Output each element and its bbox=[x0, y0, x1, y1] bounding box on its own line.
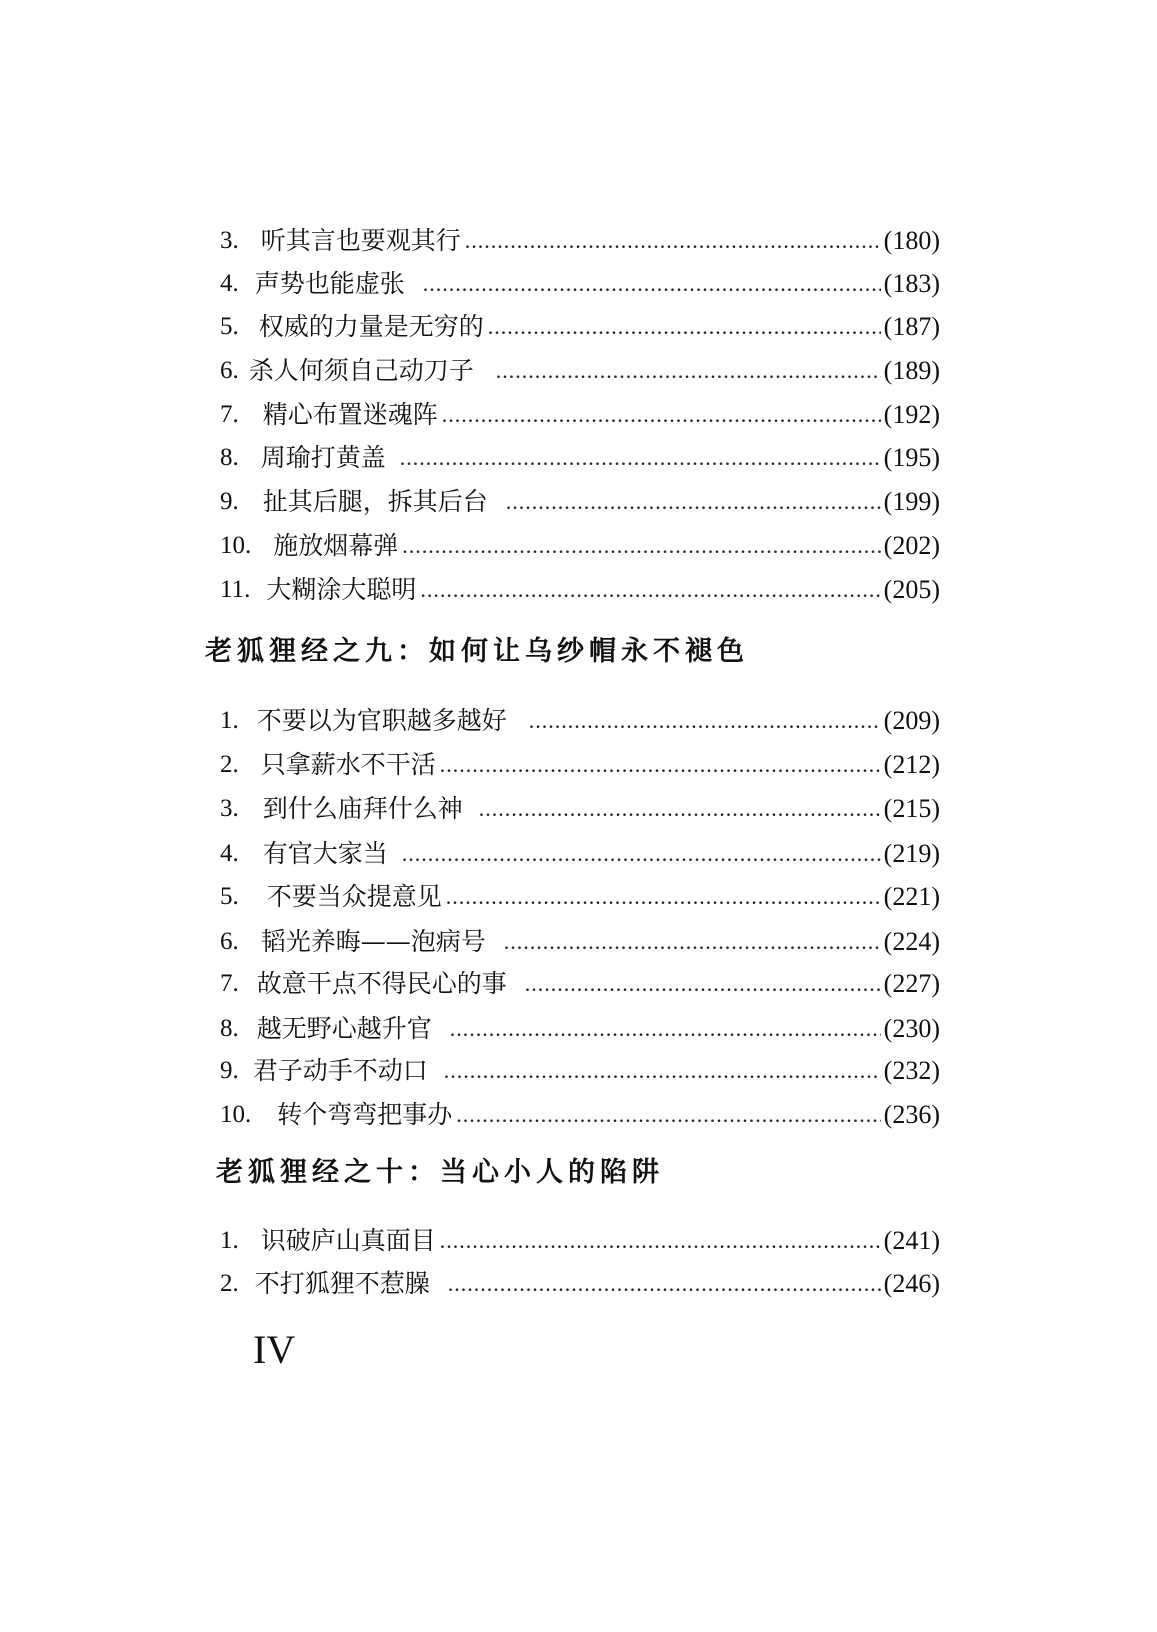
entry-title: 施放烟幕弹 bbox=[273, 531, 399, 560]
dot-leader bbox=[402, 531, 880, 561]
entry-title: 君子动手不动口 bbox=[252, 1056, 428, 1085]
entry-number: 5. bbox=[220, 883, 239, 910]
entry-page: (224) bbox=[883, 927, 940, 956]
entry-number: 7. bbox=[220, 401, 239, 428]
toc-entry bbox=[220, 473, 940, 517]
entry-number: 2. bbox=[220, 751, 239, 778]
dot-leader bbox=[465, 226, 881, 256]
entry-page: (192) bbox=[883, 400, 940, 429]
toc-entry bbox=[220, 342, 940, 386]
dot-leader bbox=[479, 794, 881, 824]
entry-number: 9. bbox=[220, 488, 239, 515]
entry-page: (241) bbox=[883, 1226, 940, 1255]
entry-title: 权威的力量是无穷的 bbox=[258, 312, 484, 341]
toc-entry bbox=[220, 1042, 940, 1086]
entry-page: (195) bbox=[883, 443, 940, 472]
dot-leader bbox=[456, 1100, 880, 1130]
toc-entry bbox=[220, 517, 940, 561]
toc-entry bbox=[220, 429, 940, 473]
dot-leader bbox=[400, 443, 881, 473]
entry-title: 有官大家当 bbox=[262, 839, 388, 868]
entry-title: 只拿薪水不干活 bbox=[260, 750, 436, 779]
page-folio: IV bbox=[253, 1327, 296, 1372]
entry-title: 周瑜打黄盖 bbox=[260, 443, 386, 472]
entry-number: 6. bbox=[220, 928, 239, 955]
entry-number: 1. bbox=[220, 1227, 239, 1254]
toc-entry bbox=[220, 825, 940, 869]
entry-number: 4. bbox=[220, 840, 239, 867]
entry-page: (215) bbox=[883, 794, 940, 823]
entry-page: (219) bbox=[883, 839, 940, 868]
dot-leader bbox=[529, 706, 881, 736]
entry-number: 8. bbox=[220, 1015, 239, 1042]
toc-entry bbox=[220, 1086, 940, 1130]
toc-entry bbox=[220, 736, 940, 780]
entry-title: 不要以为官职越多越好 bbox=[256, 706, 507, 735]
toc-entry bbox=[220, 561, 940, 605]
toc-entry bbox=[220, 692, 940, 736]
entry-page: (236) bbox=[883, 1100, 940, 1129]
entry-title: 大糊涂大聪明 bbox=[266, 575, 417, 604]
entry-title: 不打狐狸不惹臊 bbox=[254, 1269, 430, 1298]
entry-title: 识破庐山真面目 bbox=[260, 1226, 436, 1255]
dot-leader bbox=[450, 1014, 881, 1044]
toc-entry bbox=[220, 298, 940, 342]
entry-number: 4. bbox=[220, 270, 239, 297]
dot-leader bbox=[446, 882, 881, 912]
entry-page: (246) bbox=[883, 1269, 940, 1298]
entry-page: (212) bbox=[883, 750, 940, 779]
entry-number: 8. bbox=[220, 444, 239, 471]
entry-page: (221) bbox=[883, 882, 940, 911]
entry-title: 杀人何须自己动刀子 bbox=[248, 356, 474, 385]
dot-leader bbox=[504, 927, 881, 957]
entry-page: (209) bbox=[883, 706, 940, 735]
toc-entry bbox=[220, 780, 940, 824]
toc-entry bbox=[220, 1212, 940, 1256]
entry-page: (180) bbox=[883, 226, 940, 255]
entry-number: 7. bbox=[220, 970, 239, 997]
dot-leader bbox=[448, 1269, 881, 1299]
toc-entry bbox=[220, 212, 940, 256]
entry-title: 扯其后腿，拆其后台 bbox=[262, 487, 488, 516]
entry-page: (183) bbox=[883, 269, 940, 298]
dot-leader bbox=[442, 400, 881, 430]
entry-number: 3. bbox=[220, 227, 239, 254]
section-heading: 老狐狸经之十：当心小人的陷阱 bbox=[216, 1157, 664, 1188]
toc-entry bbox=[220, 1000, 940, 1044]
toc-entry bbox=[220, 868, 940, 912]
toc-entry bbox=[220, 913, 940, 957]
entry-page: (232) bbox=[883, 1056, 940, 1085]
entry-title: 韬光养晦——泡病号 bbox=[260, 927, 486, 956]
entry-number: 9. bbox=[220, 1057, 239, 1084]
entry-page: (199) bbox=[883, 487, 940, 516]
entry-page: (202) bbox=[883, 531, 940, 560]
entry-title: 转个弯弯把事办 bbox=[277, 1100, 453, 1129]
dot-leader bbox=[423, 269, 881, 299]
entry-number: 10. bbox=[220, 532, 252, 559]
entry-number: 11. bbox=[220, 576, 251, 603]
dot-leader bbox=[440, 750, 881, 780]
entry-number: 5. bbox=[220, 313, 239, 340]
entry-title: 声势也能虚张 bbox=[254, 269, 405, 298]
dot-leader bbox=[420, 575, 880, 605]
entry-page: (205) bbox=[883, 575, 940, 604]
section-heading: 老狐狸经之九：如何让乌纱帽永不褪色 bbox=[205, 636, 749, 667]
entry-page: (230) bbox=[883, 1014, 940, 1043]
entry-number: 2. bbox=[220, 1270, 239, 1297]
dot-leader bbox=[440, 1226, 881, 1256]
dot-leader bbox=[488, 312, 881, 342]
toc-entry bbox=[220, 1255, 940, 1299]
dot-leader bbox=[506, 487, 881, 517]
toc-entry bbox=[220, 255, 940, 299]
entry-title: 越无野心越升官 bbox=[256, 1014, 432, 1043]
dot-leader bbox=[525, 969, 881, 999]
entry-title: 到什么庙拜什么神 bbox=[262, 794, 463, 823]
entry-page: (187) bbox=[883, 312, 940, 341]
entry-title: 听其言也要观其行 bbox=[260, 226, 461, 255]
entry-number: 10. bbox=[220, 1101, 252, 1128]
dot-leader bbox=[402, 839, 881, 869]
toc-entry bbox=[220, 955, 940, 999]
entry-title: 故意干点不得民心的事 bbox=[256, 969, 507, 998]
entry-number: 1. bbox=[220, 707, 239, 734]
dot-leader bbox=[444, 1056, 881, 1086]
toc-entry bbox=[220, 386, 940, 430]
entry-number: 6. bbox=[220, 357, 239, 384]
dot-leader bbox=[496, 356, 881, 386]
entry-number: 3. bbox=[220, 795, 239, 822]
entry-title: 精心布置迷魂阵 bbox=[262, 400, 438, 429]
entry-page: (227) bbox=[883, 969, 940, 998]
entry-page: (189) bbox=[883, 356, 940, 385]
entry-title: 不要当众提意见 bbox=[266, 882, 442, 911]
